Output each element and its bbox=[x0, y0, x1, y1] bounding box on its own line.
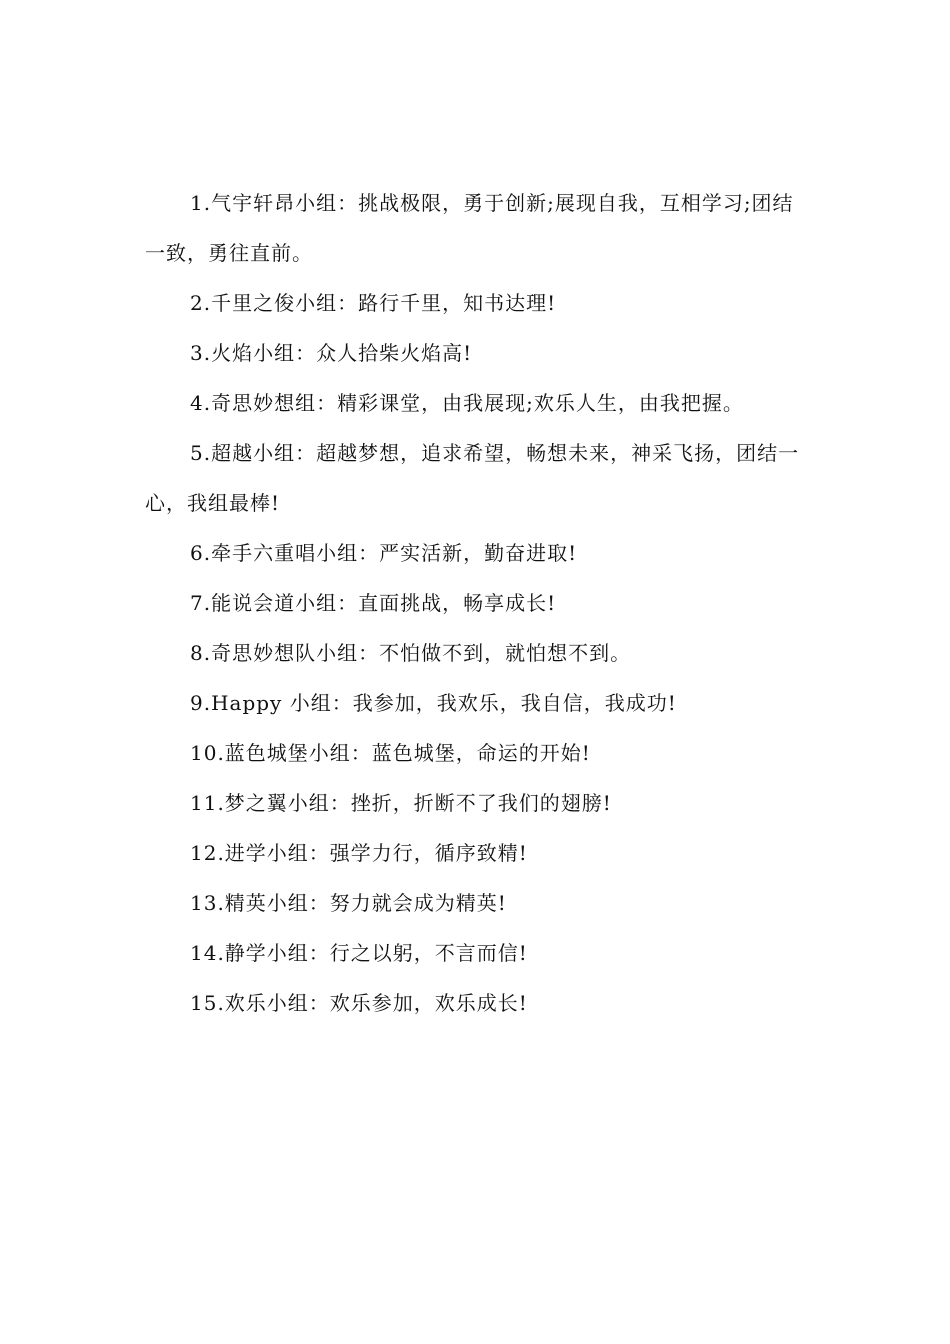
list-item: 10.蓝色城堡小组：蓝色城堡，命运的开始! bbox=[190, 741, 591, 765]
list-item: 1.气宇轩昂小组：挑战极限，勇于创新;展现自我，互相学习;团结一致，勇往直前。 bbox=[145, 191, 794, 265]
list-item: 2.千里之俊小组：路行千里，知书达理! bbox=[190, 291, 557, 315]
list-item: 14.静学小组：行之以躬，不言而信! bbox=[190, 941, 528, 965]
list-item: 11.梦之翼小组：挫折，折断不了我们的翅膀! bbox=[190, 791, 612, 815]
list-item: 7.能说会道小组：直面挑战，畅享成长! bbox=[190, 591, 557, 615]
list-item: 8.奇思妙想队小组：不怕做不到，就怕想不到。 bbox=[190, 641, 632, 665]
list-item: 12.进学小组：强学力行，循序致精! bbox=[190, 841, 528, 865]
list-item: 6.牵手六重唱小组：严实活新，勤奋进取! bbox=[190, 541, 578, 565]
list-item: 3.火焰小组：众人拾柴火焰高! bbox=[190, 341, 473, 365]
list-item: 9.Happy 小组：我参加，我欢乐，我自信，我成功! bbox=[190, 691, 677, 715]
list-item: 4.奇思妙想组：精彩课堂，由我展现;欢乐人生，由我把握。 bbox=[190, 391, 744, 415]
list-item: 5.超越小组：超越梦想，追求希望，畅想未来，神采飞扬，团结一心，我组最棒! bbox=[145, 441, 800, 515]
list-item: 15.欢乐小组：欢乐参加，欢乐成长! bbox=[190, 991, 528, 1015]
list-item: 13.精英小组：努力就会成为精英! bbox=[190, 891, 507, 915]
slogan-list bbox=[145, 178, 810, 1028]
